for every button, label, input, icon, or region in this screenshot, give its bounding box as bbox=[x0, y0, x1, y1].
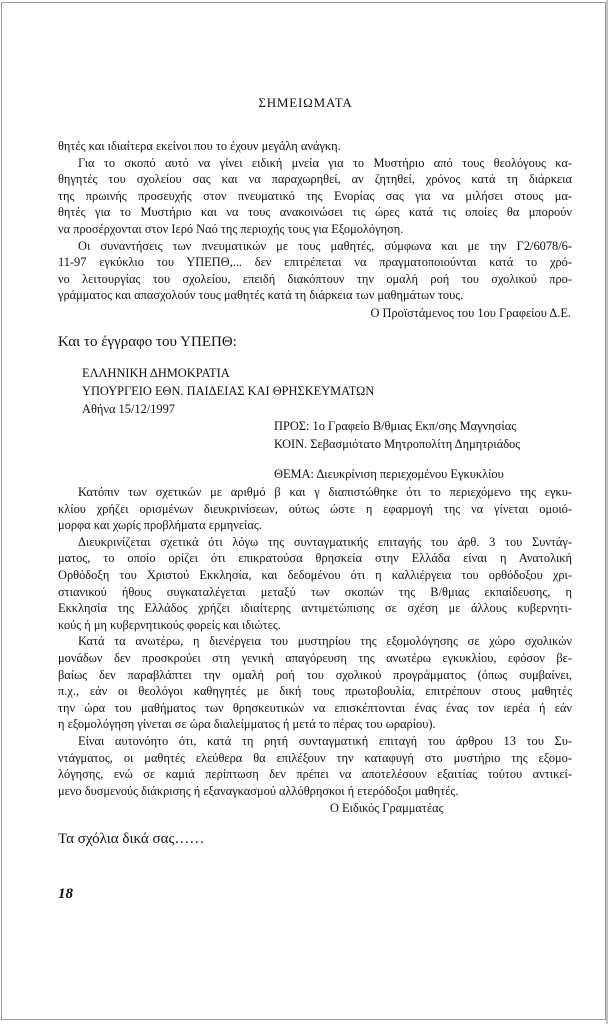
text-line: κούς ή μη κυβερνητικούς φορείς και ιδιώτες. bbox=[58, 617, 281, 632]
text-line: της πρωινής προσευχής στον πνευματικό της Ενορίας σας για να μιλήσει στους μα- bbox=[58, 188, 572, 203]
text-line: Ορθόδοξη του Χριστού Εκκλησία, και δεδομένου ότι η καλλιέργεια του ορθόδοξου χρι- bbox=[58, 567, 572, 582]
text-line: κλίου χρήζει ορισμένων διευκρινίσεων, ούτως ώστε η εφαρμογή της να γίνεται ομοιό- bbox=[58, 501, 572, 516]
text-line: Κατόπιν των σχετικών με αριθμό β και γ διαπιστώθηκε ότι το περιεχόμενο της εγκυ- bbox=[78, 485, 572, 499]
section2-body bbox=[58, 484, 572, 799]
text-line: να προσέρχονται στον Ιερό Ναό της περιοχής τους για Εξομολόγηση. bbox=[58, 221, 404, 236]
page-edge-shadow bbox=[606, 0, 608, 1024]
text-line: 11-97 εγκύκλιο του ΥΠΕΠΘ,... δεν επιτρέπεται να πραγματοποιούνται κατά το χρό- bbox=[58, 255, 572, 270]
letterhead-date: Αθήνα 15/12/1997 bbox=[82, 402, 176, 416]
text-line: θηγητές του σχολείου σας και να παραχωρηθεί, αν ζητηθεί, χρόνος κατά τη διάρκεια bbox=[58, 172, 572, 187]
text-line: στιανικού ήθους συγκαταλέγεται μεταξύ των σκοπών της Β/θμιας εκπαίδευσης, η bbox=[58, 584, 572, 599]
text-line: ντάγματος, οι μαθητές ελεύθερα θα επιλέξουν την καταφυγή στο μυστήριο της εξομο- bbox=[58, 750, 572, 765]
recipient-to: ΠΡΟΣ: 1ο Γραφείο Β/θμιας Εκπ/σης Μαγνησίας bbox=[274, 419, 517, 433]
text-line: την ώρα του μαθήματος των θρησκευτικών να επισκέπτονται ένας ένας τον ιερέα ή εάν bbox=[58, 700, 572, 715]
text-line: μονάδων δεν προσκρούει στη γενική απαγόρευση της ανωτέρω εγκυκλίου, εφόσον βε- bbox=[58, 650, 572, 665]
subject-line: ΘΕΜΑ: Διευκρίνιση περιεχομένου Εγκυκλίου bbox=[274, 467, 504, 481]
text-line: νο λειτουργίας του σχολείου, επειδή διακόπτουν την ομαλή ροή του σχολικού προ- bbox=[58, 271, 572, 286]
section2-signature: Ο Ειδικός Γραμματέας bbox=[330, 801, 444, 815]
text-line: μορφα και χωρίς προβλήματα ερμηνείας. bbox=[58, 518, 262, 533]
letterhead-republic: ΕΛΛΗΝΙΚΗ ΔΗΜΟΚΡΑΤΙΑ bbox=[82, 366, 230, 380]
text-line: Διευκρινίζεται σχετικά ότι λόγω της συνταγματικής επιταγής του άρθ. 3 του Συντάγ- bbox=[78, 534, 572, 549]
text-line: λόγησης, ενώ σε καμιά περίπτωση δεν πρέπει να αποτελέσουν εξαιτίας τούτου αντικεί- bbox=[58, 767, 572, 782]
text-line: γράμματος και απασχολούν τους μαθητές κατά τη διάρκεια των μαθημάτων τους. bbox=[58, 288, 464, 303]
page-number: 18 bbox=[58, 886, 73, 902]
section1-body bbox=[58, 138, 572, 304]
text-line: η εξομολόγηση γίνεται σε ώρα διαλείμματος ή μετά το πέρας του ωραρίου). bbox=[58, 717, 436, 732]
text-line: Κατά τα ανωτέρω, η διενέργεια του μυστηρίου της εξομολόγησης σε χώρο σχολικών bbox=[78, 634, 572, 649]
intro-line: Και το έγγραφο του ΥΠΕΠΘ: bbox=[58, 334, 237, 350]
text-line: μενο δυσμενούς διάκρισης ή εξαναγκασμού αλλόθρησκοι ή ετερόδοξοι μαθητές. bbox=[58, 783, 459, 798]
text-line: π.χ., εάν οι θεολόγοι καθηγητές με δική τους πρωτοβουλία, επιτρέπουν στους μαθητές bbox=[58, 684, 572, 699]
text-line: Εκκλησία της Ελλάδος χρήζει ιδιαίτερης αντιμετώπισης σε σχέση με άλλους κυβερνητι- bbox=[58, 601, 572, 616]
text-line: θητές και ιδιαίτερα εκείνοι που το έχουν μεγάλη ανάγκη. bbox=[58, 139, 341, 153]
letterhead-ministry: ΥΠΟΥΡΓΕΙΟ ΕΘΝ. ΠΑΙΔΕΙΑΣ ΚΑΙ ΘΡΗΣΚΕΥΜΑΤΩΝ bbox=[82, 384, 375, 398]
text-line: Οι συναντήσεις των πνευματικών με τους μαθητές, σύμφωνα και με την Γ2/6078/6- bbox=[78, 238, 572, 253]
text-line: ματος, το οποίο ορίζει ότι επικρατούσα θρησκεία στην Ελλάδα είναι η Ανατολική bbox=[58, 551, 572, 566]
section1-signature: Ο Προϊστάμενος του 1ου Γραφείου Δ.Ε. bbox=[370, 306, 571, 320]
text-line: Για το σκοπό αυτό να γίνει ειδική μνεία για το Μυστήριο από τους θεολόγους κα- bbox=[78, 155, 572, 170]
page-header: ΣΗΜΕΙΩΜΑΤΑ bbox=[258, 95, 353, 110]
text-line: βαίως δεν παραβλάπτει την ομαλή ροή του σχολικού προγράμματος (όπως συμβαίνει, bbox=[58, 667, 572, 682]
comments-line: Τα σχόλια δικά σας…… bbox=[58, 831, 205, 847]
text-line: Είναι αυτονόητο ότι, κατά τη ρητή συνταγματική επιταγή του άρθρου 13 του Συ- bbox=[78, 733, 572, 748]
recipient-cc: ΚΟΙΝ. Σεβασμιότατο Μητροπολίτη Δημητριάδος bbox=[274, 437, 521, 451]
text-line: θητές για το Μυστήριο και να τους ανακοινώσει τις ώρες κατά τις οποίες θα μπορούν bbox=[58, 205, 572, 220]
